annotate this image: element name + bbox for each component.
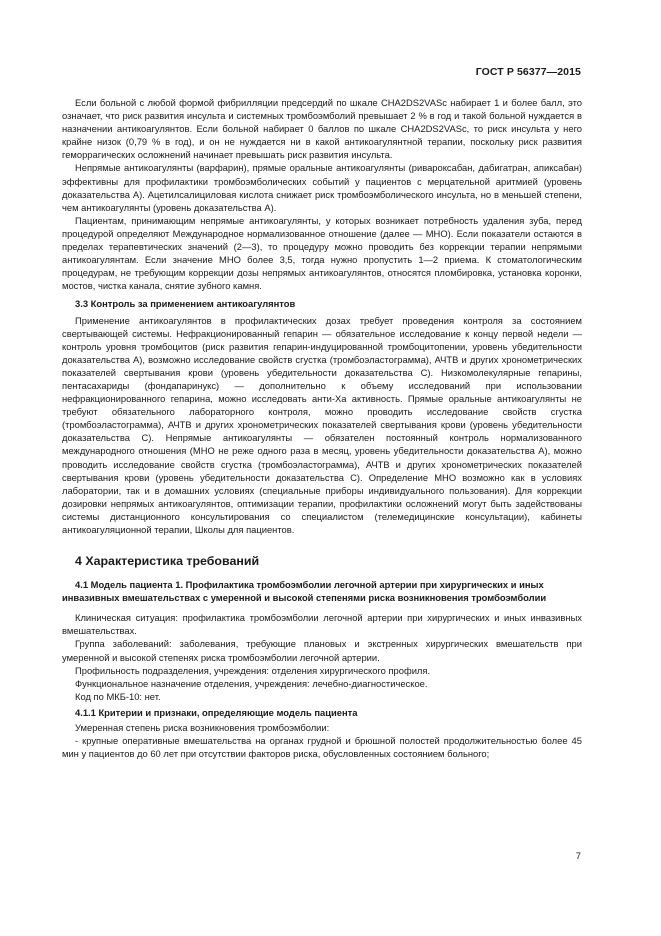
section-3-3-heading: 3.3 Контроль за применением антикоагулянтов bbox=[75, 298, 296, 310]
page-body bbox=[62, 96, 582, 760]
risk-bullet-1: - крупные оперативные вмешательства на органах грудной и брюшной полостей продолжительностью более 45 мин у пациентов до 60 лет при отсутствии факторов риска, обусловленных состоянием больного; bbox=[62, 735, 582, 760]
paragraph-dental: Пациентам, принимающим непрямые антикоагулянты, у которых возникает потребность удаления зуба, перед процедурой определяют Международное нормализованное отношение (далее — МНО). Если показатели остаются в пределах терапевтических значений (2—3), то процедуру можно проводить без коррекции терапии непрямыми антикоагулянтам. Если значение МНО более 3,5, тогда нужно пропустить 1—2 приема. К стоматологическим процедурам, не требующим коррекции дозы непрямых антикоагулянтов, относятся пломбировка, установка коронки, мостов, чистка канала, снятие зубного камня. bbox=[62, 214, 582, 292]
document-code: ГОСТ Р 56377—2015 bbox=[475, 66, 581, 78]
section-4-1-heading: 4.1 Модель пациента 1. Профилактика тромбоэмболии легочной артерии при хирургических и иных инвазивных вмешательствах с умеренной и высокой степенями риска возникновения тромбоэмболии bbox=[62, 579, 547, 603]
paragraph-cha2ds2vasc: Если больной с любой формой фибрилляции предсердий по шкале CHA2DS2VASc набирает 1 и более балл, это означает, что риск развития инсульта и системных тромбоэмболий превышает 2 % в год и такой больной нуждается в назначении антикоагулянтов. Если больной набирает 0 баллов по шкале CHA2DS2VASc, то риск инсульта у него крайне низок (0,79 % в год), и он не нуждается ни в какой антикоагулянтной терапии, поскольку риск развития геморрагических осложнений начинает превышать риск развития инсульта. bbox=[62, 97, 582, 161]
functional-purpose: Функциональное назначение отделения, учреждения: лечебно-диагностическое. bbox=[75, 677, 428, 689]
clinical-situation: Клиническая ситуация: профилактика тромбоэмболии легочной артерии при хирургических и иных инвазивных вмешательствах. bbox=[62, 612, 582, 637]
section-4-1-1-heading: 4.1.1 Критерии и признаки, определяющие модель пациента bbox=[75, 706, 358, 718]
moderate-risk-label: Умеренная степень риска возникновения тромбоэмболии: bbox=[75, 722, 330, 734]
section-3-3-text: Применение антикоагулянтов в профилактических дозах требует проведения контроля за состоянием свертывающей системы. Нефракционированный гепарин — обязательное исследование к концу первой недели — контроль уровня тромбоцитов (риск развития гепарин-индуцированной тромбоцитопении, уровень убедительности доказательства А), возможно исследование свойств сгустка (тромбоэластограмма), АЧТВ и других хронометрических показателей свертывания крови (уровень убедительности доказательства С). Низкомолекулярные гепарины, пентасахариды (фондапаринукс) — дополнительно к объему исследований при использовании нефракционированного гепарина, можно исследовать анти-Ха активность. Прямые оральные антикоагулянты не требуют обязательного лабораторного контроля, можно проводить исследование свойств сгустка (тромбоэластограмма), АЧТВ и других хронометрических показателей свертывания крови (уровень убедительности доказательства С). Непрямые антикоагулянты — обязателен постоянный контроль нормализованного международного отношения (МНО не реже одного раза в месяц, уровень убедительности доказательства А), можно проводить исследование свойств сгустка (тромбоэластограмма), АЧТВ и других хронометрических показателей свертывания крови (уровень убедительности доказательства С). Определение МНО возможно как в условиях лаборатории, так и в домашних условиях (специальные приборы индивидуального пользования). Для коррекции дозировки непрямых антикоагулянтов, оптимизации терапии, профилактики осложнений могут быть задействованы системы дистанционного консультирования со специалистом (телемедицинские консультации), кабинеты антикоагуляционной терапии, Школы для пациентов. bbox=[62, 314, 582, 535]
paragraph-anticoagulants: Непрямые антикоагулянты (варфарин), прямые оральные антикоагулянты (ривароксабан, дабигатран, апиксабан) эффективны для профилактики тромбоэмболических событий у пациентов с мерцательной аритмией (уровень доказательства А). Ацетилсалициловая кислота снижает риск тромбоэмболического инсульта, но в меньшей степени, чем антикоагулянты (уровень доказательства А). bbox=[62, 162, 582, 213]
icd-code: Код по МКБ-10: нет. bbox=[75, 690, 161, 702]
department-profile: Профильность подразделения, учреждения: отделения хирургического профиля. bbox=[75, 664, 431, 676]
section-4-heading: 4 Характеристика требований bbox=[75, 554, 260, 569]
disease-group: Группа заболеваний: заболевания, требующие плановых и экстренных хирургических вмешательств при умеренной и высокой степенях риска тромбоэмболии легочной артерии. bbox=[62, 638, 582, 663]
page-number: 7 bbox=[575, 850, 581, 861]
